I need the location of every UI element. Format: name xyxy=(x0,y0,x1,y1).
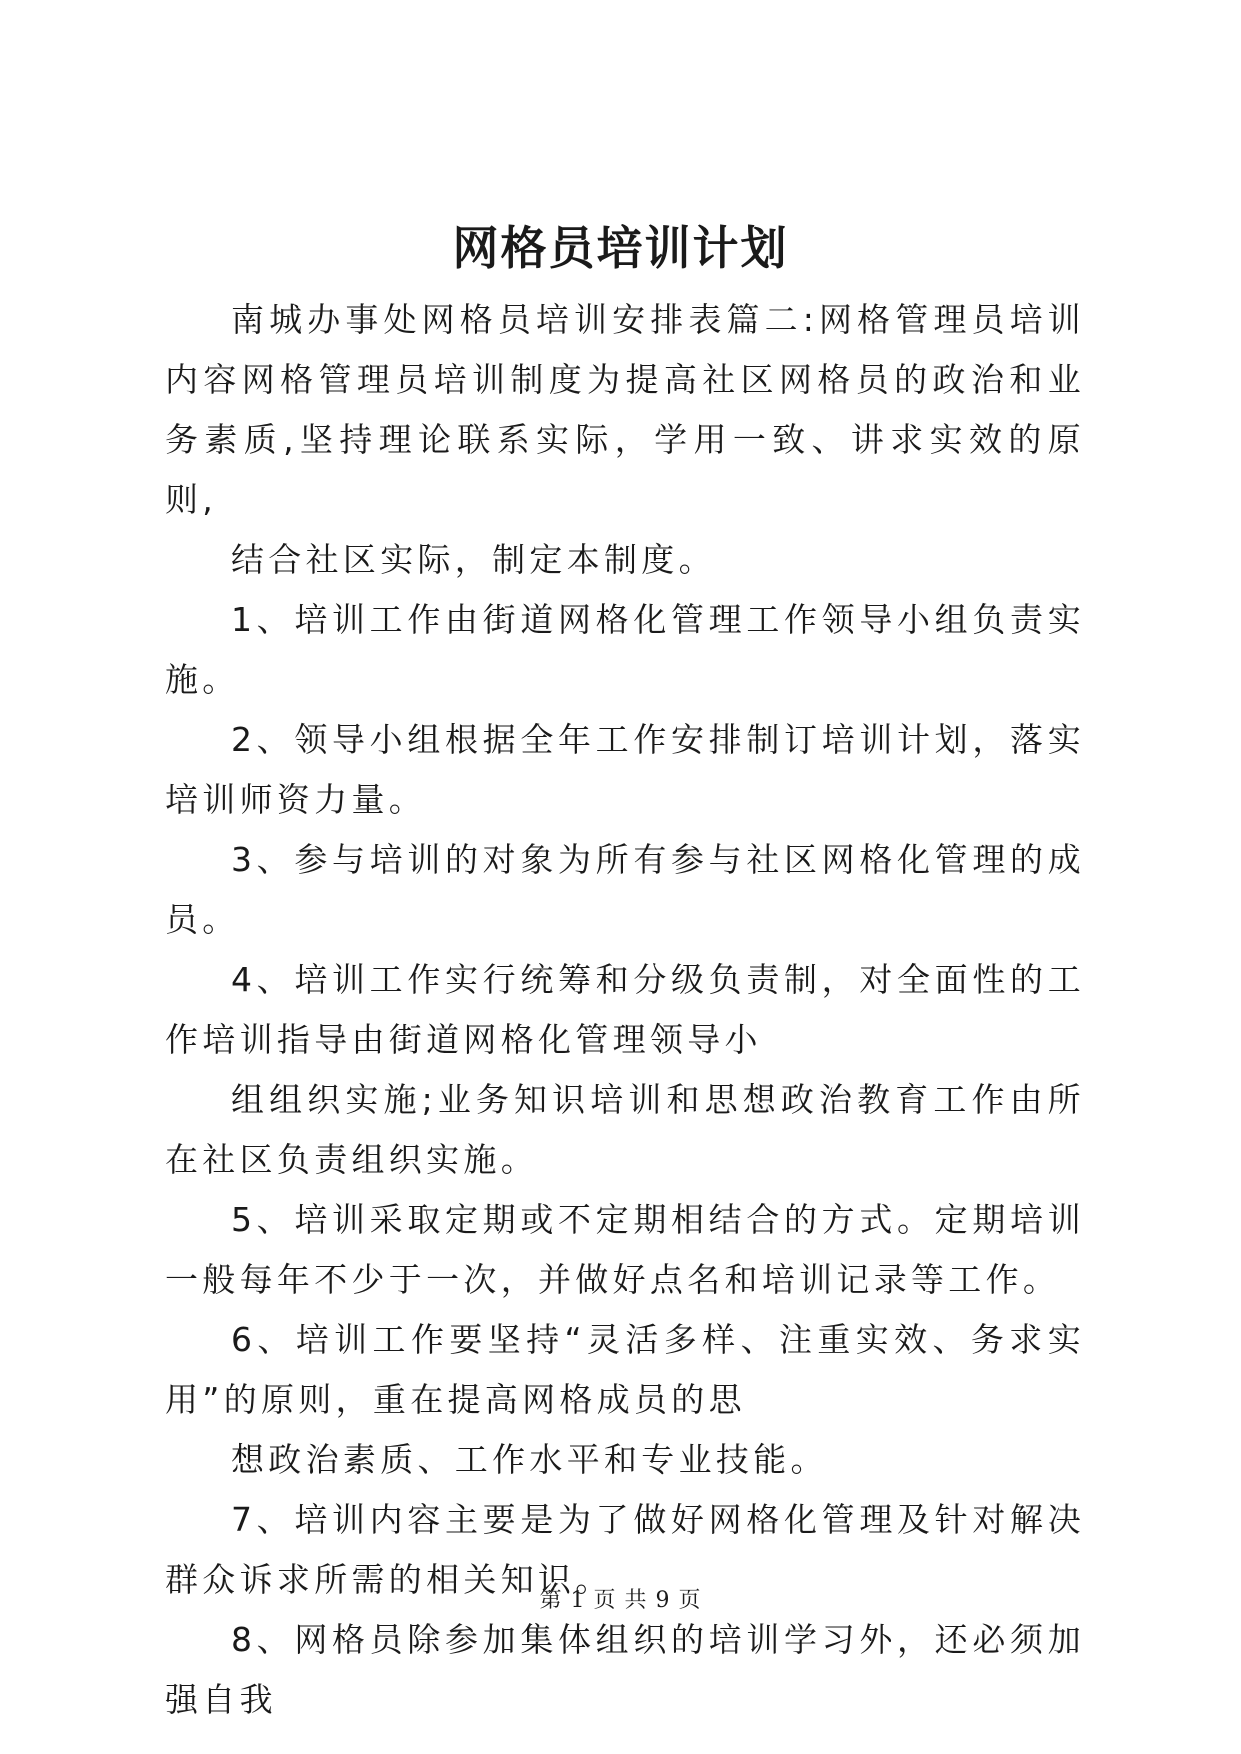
paragraph: 南城办事处网格员培训安排表篇二:网格管理员培训内容网格管理员培训制度为提高社区网格员的政治和业务素质,坚持理论联系实际，学用一致、讲求实效的原则, xyxy=(165,300,1085,519)
paragraph: 2、领导小组根据全年工作安排制订培训计划，落实培训师资力量。 xyxy=(165,720,1085,819)
paragraph: 5、培训采取定期或不定期相结合的方式。定期培训一般每年不少于一次，并做好点名和培训记录等工作。 xyxy=(165,1200,1085,1299)
paragraph: 1、培训工作由街道网格化管理工作领导小组负责实施。 xyxy=(165,600,1085,699)
paragraph: 8、网格员除参加集体组织的培训学习外，还必须加强自我 xyxy=(165,1620,1085,1719)
paragraph: 组组织实施;业务知识培训和思想政治教育工作由所在社区负责组织实施。 xyxy=(165,1080,1085,1179)
paragraph: 7、培训内容主要是为了做好网格化管理及针对解决群众诉求所需的相关知识。 xyxy=(165,1500,1085,1599)
paragraph: 4、培训工作实行统筹和分级负责制，对全面性的工作培训指导由街道网格化管理领导小 xyxy=(165,960,1085,1059)
paragraph: 6、培训工作要坚持“灵活多样、注重实效、务求实用”的原则，重在提高网格成员的思 xyxy=(165,1320,1085,1419)
paragraph: 结合社区实际，制定本制度。 xyxy=(231,540,716,579)
document-title: 网格员培训计划 xyxy=(452,221,789,275)
page-number-footer: 第 1 页 共 9 页 xyxy=(539,1588,702,1613)
document-body xyxy=(165,290,1085,1730)
paragraph: 想政治素质、工作水平和专业技能。 xyxy=(231,1440,828,1479)
paragraph: 3、参与培训的对象为所有参与社区网格化管理的成员。 xyxy=(165,840,1085,939)
